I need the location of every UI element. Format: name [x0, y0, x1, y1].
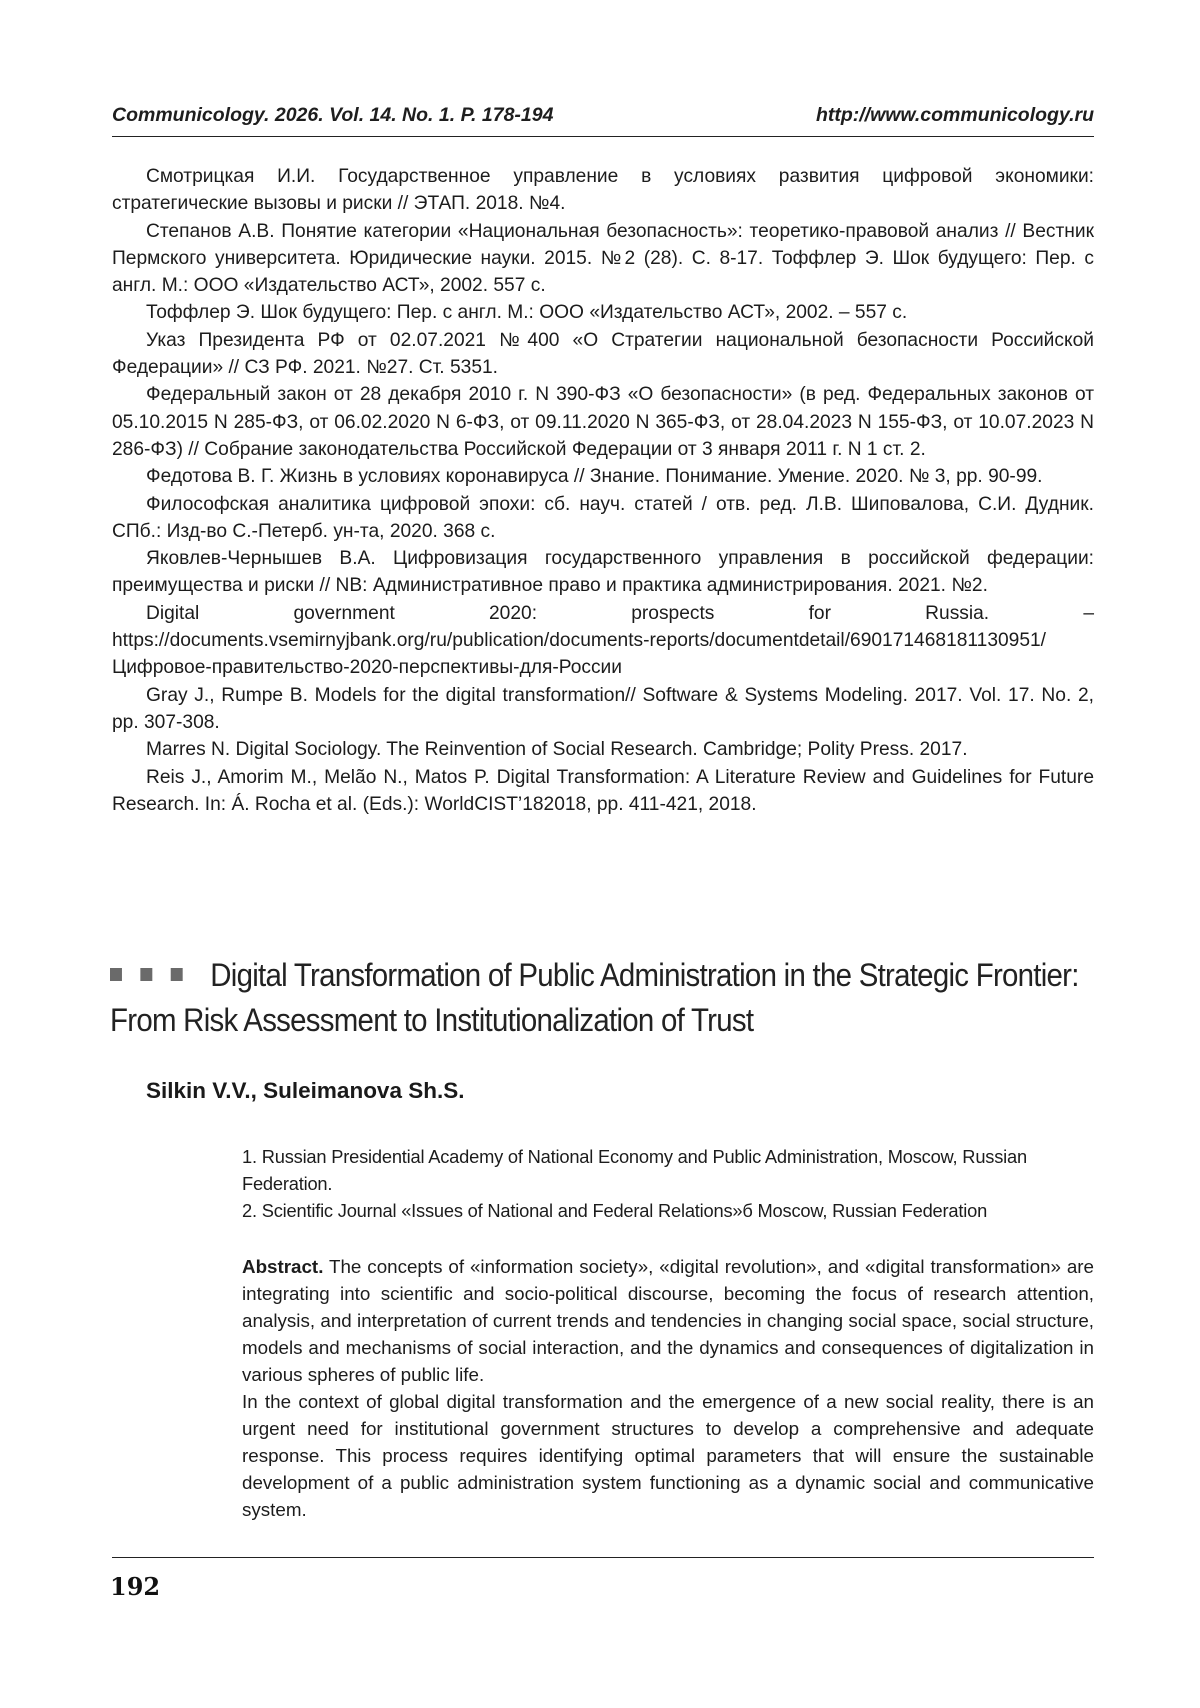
page-number: 192: [110, 1572, 161, 1601]
reference-item: Указ Президента РФ от 02.07.2021 №400 «О Стратегии национальной безопасности Российской Федерации» // СЗ РФ. 2021. №27. Ст. 5351.: [112, 329, 1094, 379]
article-title: [110, 953, 1094, 1043]
author-affiliations: [242, 1143, 1094, 1224]
reference-item: Философская аналитика цифровой эпохи: сб. науч. статей / отв. ред. Л.В. Шиповалова, С.И. Дудник. СПб.: Изд-во С.-Петерб. ун-та, 2020. 368 с.: [112, 493, 1094, 542]
journal-url[interactable]: http://www.communicology.ru: [815, 104, 1094, 126]
reference-item: Тоффлер Э. Шок будущего: Пер. с англ. М.: ООО «Издательство АСТ», 2002. – 557 с.: [146, 302, 908, 324]
reference-item: Федотова В. Г. Жизнь в условиях коронавируса // Знание. Понимание. Умение. 2020. № 3, pp. 90-99.: [146, 466, 1043, 488]
square-bullet-icon: [140, 968, 152, 981]
reference-item: Смотрицкая И.И. Государственное управление в условиях развития цифровой экономики: стратегические вызовы и риски // ЭТАП. 2018. №4.: [112, 166, 1094, 215]
article-authors: Silkin V.V., Suleimanova Sh.S.: [146, 1078, 465, 1103]
affiliation-item: 1. Russian Presidential Academy of National Economy and Public Administration, Moscow, Russian Federation.: [242, 1146, 1027, 1194]
journal-citation: Communicology. 2026. Vol. 14. No. 1. P. 178-194: [112, 104, 554, 126]
reference-item: Яковлев-Чернышев В.А. Цифровизация государственного управления в российской федерации: преимущества и риски // NB: Административное право и практика администрирования. 2021. №2.: [112, 548, 1094, 597]
reference-item: Marres N. Digital Sociology. The Reinvention of Social Research. Cambridge; Polity Press. 2017.: [146, 739, 968, 761]
footer-rule: [112, 1557, 1094, 1558]
header-rule: [112, 136, 1094, 137]
reference-list: [112, 163, 1094, 818]
abstract-text: The concepts of «information society», «digital revolution», and «digital transformation» are integrating into scientific and socio-political discourse, becoming the focus of research attention, analysis, and interpretation of current trends and tendencies in changing social space, social structure, models and mechanisms of social interaction, and the dynamics and consequences of digitalization in various spheres of public life.: [242, 1256, 1094, 1385]
square-bullet-icon: [110, 968, 122, 981]
abstract-paragraph: In the context of global digital transformation and the emergence of a new social reality, there is an urgent need for institutional government structures to develop a comprehensive and adequate response. This process requires identifying optimal parameters that will ensure the sustainable development of a public administration system functioning as a dynamic social and communicative system.: [242, 1391, 1094, 1520]
square-bullet-icon: [171, 968, 183, 981]
reference-item: Gray J., Rumpe B. Models for the digital transformation// Software & Systems Modeling. 2017. Vol. 17. No. 2, pp. 307-308.: [112, 684, 1094, 733]
article-title-text: Digital Transformation of Public Administration in the Strategic Frontier: From Risk Assessment to Institutionalization of Trust: [110, 957, 1079, 1038]
affiliation-item: 2. Scientific Journal «Issues of National and Federal Relations»б Moscow, Russian Federation: [242, 1200, 988, 1221]
reference-item: Федеральный закон от 28 декабря 2010 г. N 390-ФЗ «О безопасности» (в ред. Федеральных законов от 05.10.2015 N 285-ФЗ, от 06.02.2020 N 6-ФЗ, от 09.11.2020 N 365-ФЗ, от 28.04.2023 N 155-ФЗ, от 10.07.2023 N 286-ФЗ) // Собрание законодательства Российской Федерации от 3 января 2011 г. N 1 ст. 2.: [112, 384, 1094, 460]
reference-item: Reis J., Amorim M., Melão N., Matos P. Digital Transformation: A Literature Review and Guidelines for Future Research. In: Á. Rocha et al. (Eds.): WorldCIST’182018, pp. 411-421, 2018.: [112, 766, 1094, 815]
abstract-paragraph: [242, 1253, 1094, 1388]
article-abstract: [242, 1253, 1094, 1523]
reference-item: Digital government 2020: prospects for Russia. – https://documents.vsemirnyjbank.org/ru/publication/documents-reports/documentdetail/690171468181130951/Цифровое-правительство-2020-перспективы-для-России: [112, 602, 1094, 679]
abstract-label: Abstract.: [242, 1256, 324, 1277]
reference-item: Степанов А.В. Понятие категории «Национальная безопасность»: теоретико-правовой анализ // Вестник Пермского университета. Юридические науки. 2015. №2 (28). С. 8-17. Тоффлер Э. Шок будущего: Пер. с англ. М.: ООО «Издательство АСТ», 2002. 557 с.: [112, 220, 1094, 297]
